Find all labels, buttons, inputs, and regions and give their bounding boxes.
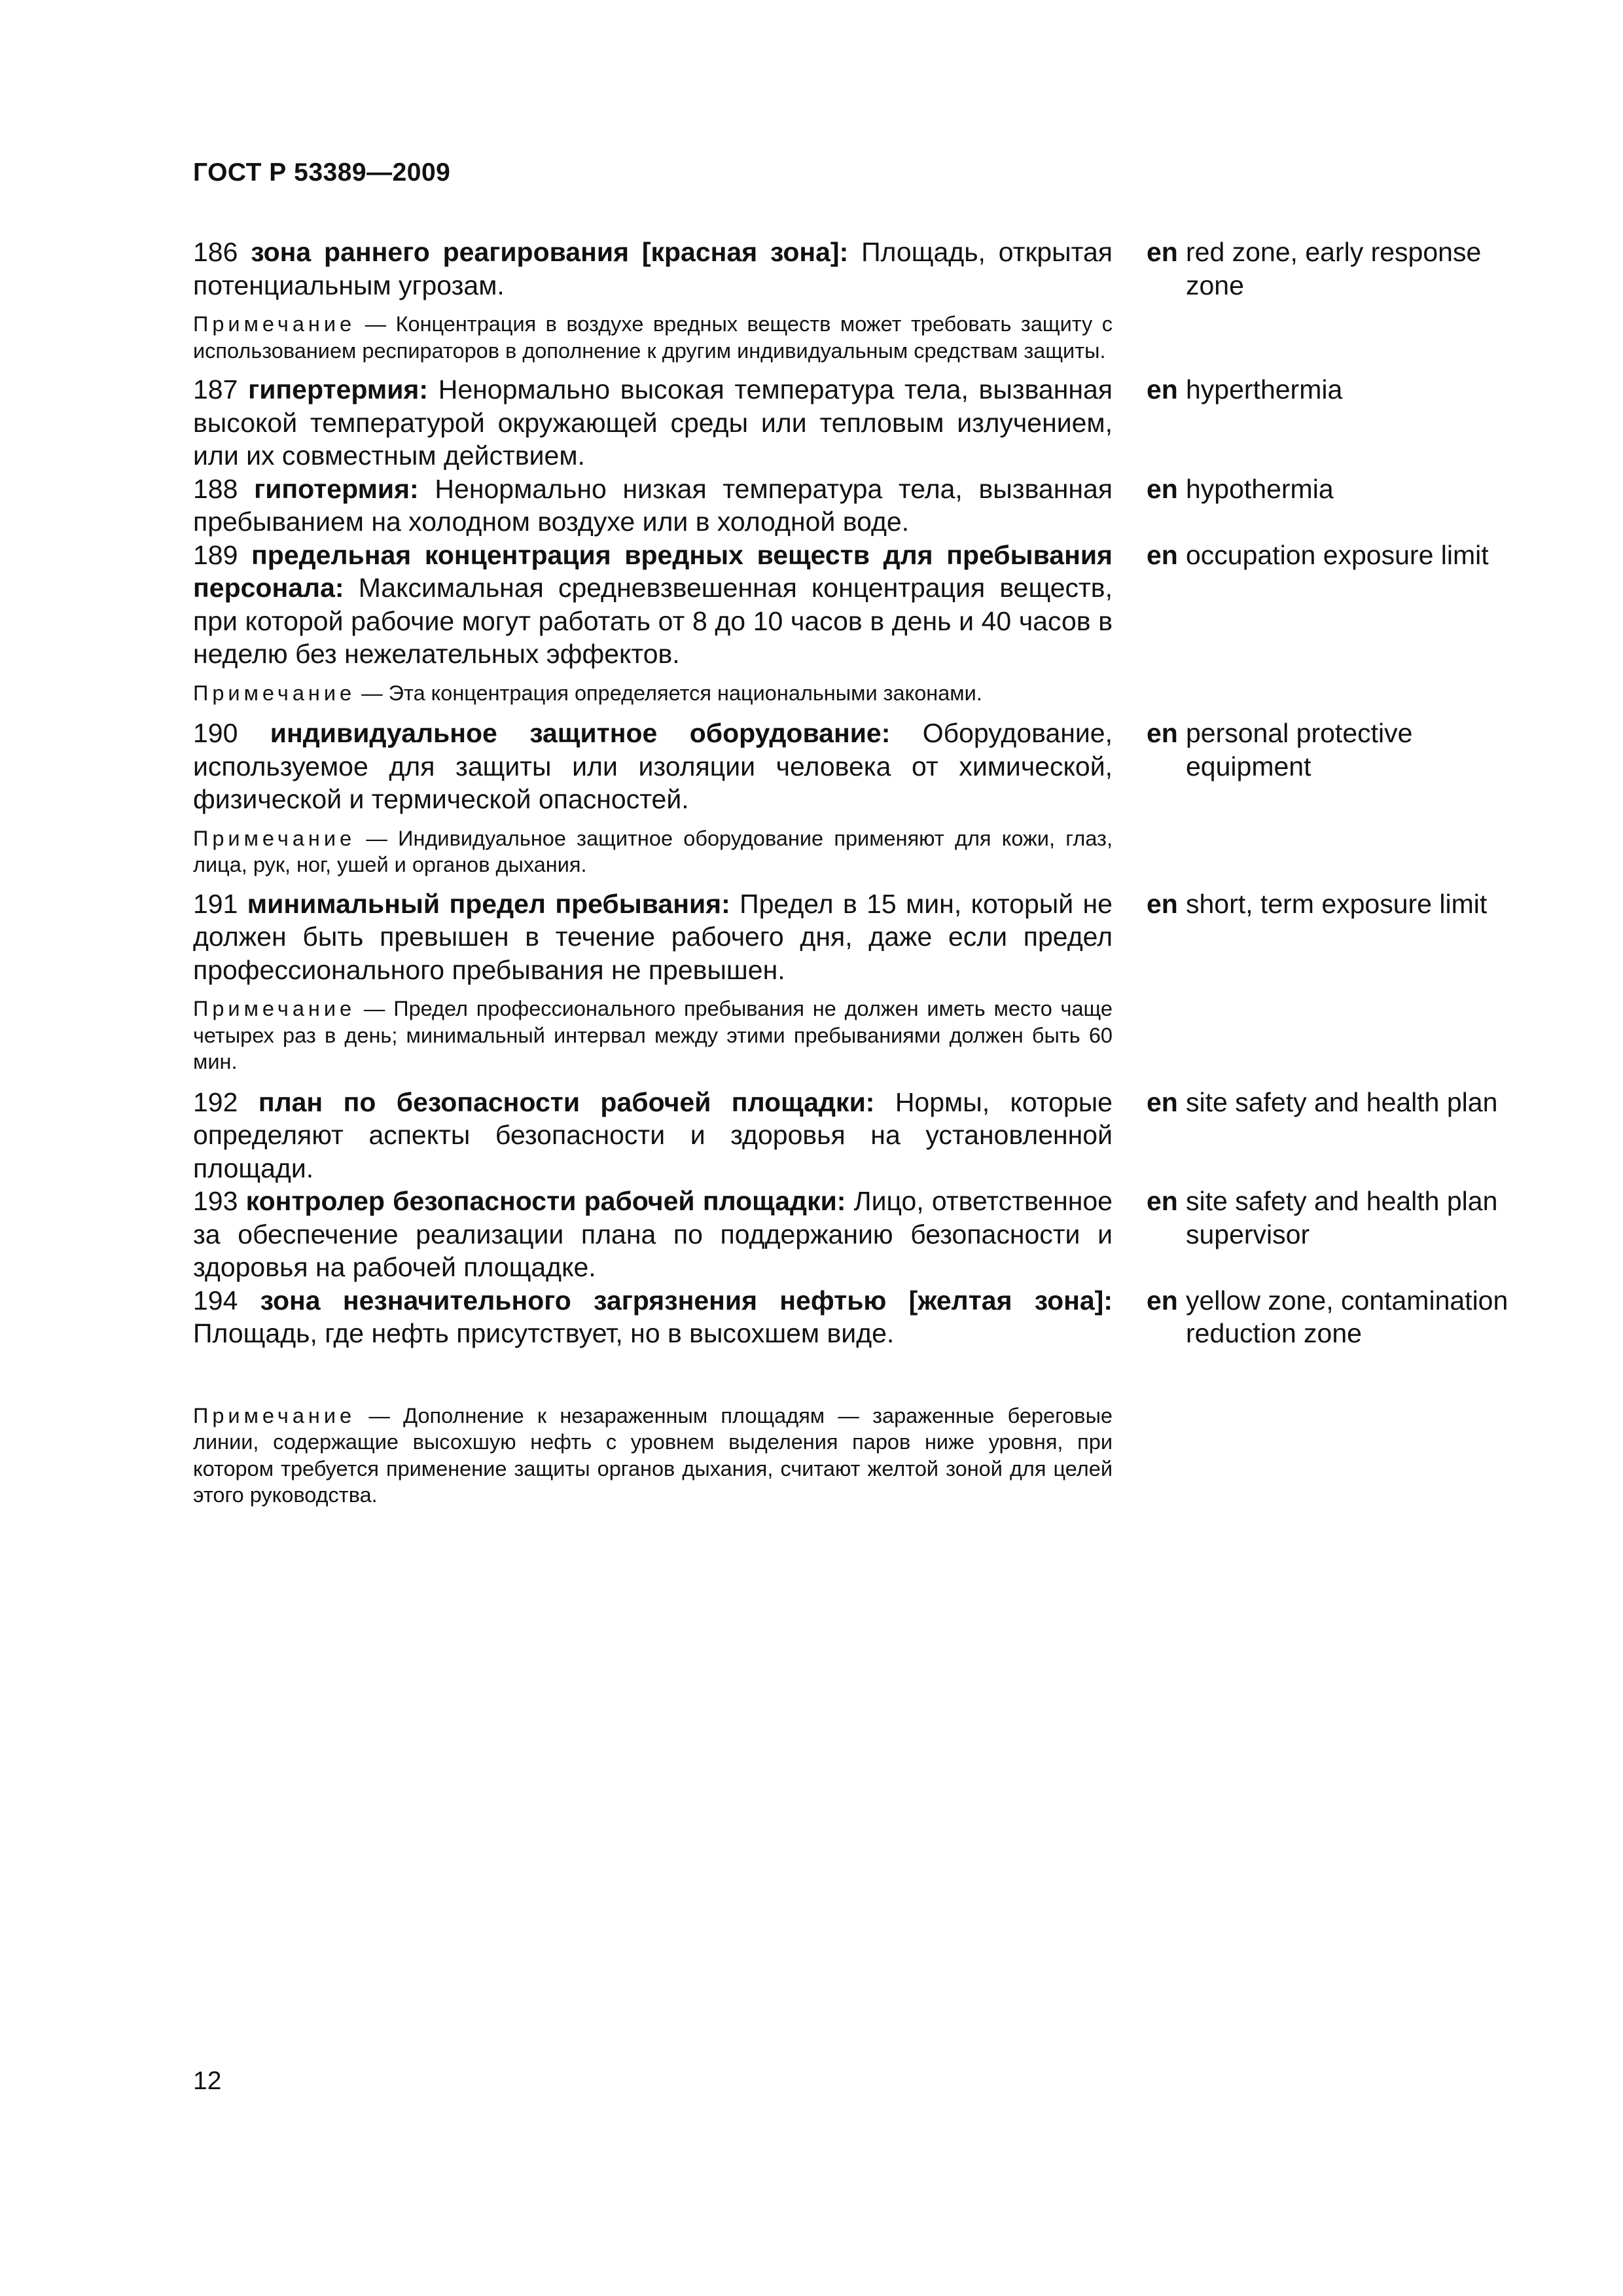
term-entry-ru (193, 236, 1113, 364)
term-entry-193 (193, 1185, 1515, 1284)
english-equivalent (1147, 539, 1513, 572)
term-entry-ru (193, 1284, 1113, 1509)
term-number: 187 (193, 374, 238, 404)
term-entry-190 (193, 717, 1515, 878)
note-label: Примечание (193, 826, 356, 850)
term-definition-text: Площадь, открытая потенциальным угрозам. (193, 237, 1113, 300)
term-name: контролер безопасности рабочей площадки: (245, 1186, 846, 1216)
term-note (193, 1403, 1113, 1509)
note-text: — Дополнение к незараженным площадям — зараженные береговые линии, содержащие высохшую нефть с уровнем выделения паров ниже уровня, при котором требуется применение защиты органов дыхания, считают желтой зоной для целей этого руководства. (193, 1403, 1113, 1507)
page-number: 12 (193, 2067, 222, 2095)
note-text: — Индивидуальное защитное оборудование применяют для кожи, глаз, лица, рук, ног, ушей и органов дыхания. (193, 826, 1113, 876)
term-number: 191 (193, 888, 238, 919)
english-term: short, term exposure limit (1186, 888, 1488, 919)
english-equivalent (1147, 888, 1513, 921)
document-header: ГОСТ Р 53389—2009 (193, 158, 451, 187)
term-definition-text: Предел в 15 мин, который не должен быть превышен в течение рабочего дня, даже если предел профессионального пребывания не превышен. (193, 888, 1113, 985)
language-code: en (1147, 473, 1178, 504)
term-name: индивидуальное защитное оборудование: (270, 718, 891, 748)
term-entry-ru (193, 888, 1113, 1075)
term-name: план по безопасности рабочей площадки: (258, 1086, 875, 1117)
term-note (193, 680, 1113, 707)
term-number: 193 (193, 1186, 238, 1216)
note-label: Примечание (193, 997, 356, 1020)
language-code: en (1147, 888, 1178, 919)
english-equivalent (1147, 236, 1513, 302)
english-term: site safety and health plan (1186, 1086, 1498, 1117)
term-number: 192 (193, 1086, 238, 1117)
english-equivalent (1147, 473, 1513, 506)
note-label: Примечание (193, 312, 356, 336)
term-definition-text: Лицо, ответственное за обеспечение реализации плана по поддержанию безопасности и здоровья на рабочей площадке. (193, 1186, 1113, 1282)
term-definition-text: Нормы, которые определяют аспекты безопасности и здоровья на установленной площади. (193, 1086, 1113, 1183)
note-text: — Предел профессионального пребывания не должен иметь место чаще четырех раз в день; минимальный интервал между этими пребываниями должен быть 60 мин. (193, 997, 1113, 1073)
term-definition (193, 539, 1113, 671)
term-entry-ru (193, 473, 1113, 539)
term-entry-192 (193, 1086, 1515, 1185)
term-definition (193, 888, 1113, 987)
english-term: occupation exposure limit (1186, 539, 1489, 570)
term-definition (193, 717, 1113, 816)
language-code: en (1147, 1285, 1178, 1316)
term-entry-186 (193, 236, 1515, 364)
term-entry-188 (193, 473, 1515, 539)
english-equivalent (1147, 373, 1513, 406)
english-equivalent (1147, 717, 1513, 783)
term-note (193, 311, 1113, 364)
term-definition-text: Ненормально высокая температура тела, вызванная высокой температурой окружающей среды или тепловым излучением, или их совместным действием. (193, 374, 1113, 471)
note-label: Примечание (193, 681, 356, 705)
term-name: минимальный предел пребывания: (247, 888, 730, 919)
english-term: personal protective equipment (1186, 718, 1413, 781)
language-code: en (1147, 1186, 1178, 1216)
term-name: гипертермия: (248, 374, 428, 404)
term-name: гипотермия: (254, 473, 419, 504)
term-definition (193, 1086, 1113, 1185)
term-entry-ru (193, 1185, 1113, 1284)
term-entry-187 (193, 373, 1515, 473)
term-number: 189 (193, 539, 238, 570)
term-name: зона незначительного загрязнения нефтью [желтая зона]: (260, 1285, 1113, 1316)
term-definition (193, 1185, 1113, 1284)
term-note (193, 996, 1113, 1075)
language-code: en (1147, 718, 1178, 748)
term-definition-text: Оборудование, используемое для защиты или изоляции человека от химической, физической и термической опасностей. (193, 718, 1113, 814)
term-number: 190 (193, 718, 238, 748)
note-text: — Концентрация в воздухе вредных веществ может требовать защиту с использованием респираторов в дополнение к другим индивидуальным средствам защиты. (193, 312, 1113, 363)
term-entry-ru (193, 717, 1113, 878)
term-definition-text: Ненормально низкая температура тела, вызванная пребыванием на холодном воздухе или в холодной воде. (193, 473, 1113, 537)
english-equivalent (1147, 1185, 1513, 1251)
term-definition-text: Максимальная средневзвешенная концентрация веществ, при которой рабочие могут работать от 8 до 10 часов в день и 40 часов в неделю без нежелательных эффектов. (193, 573, 1113, 669)
term-note (193, 825, 1113, 878)
english-term: red zone, early response zone (1186, 237, 1482, 300)
english-term: hypothermia (1186, 473, 1334, 504)
english-term: yellow zone, contamination reduction zone (1186, 1285, 1508, 1348)
term-definition (193, 473, 1113, 539)
term-number: 186 (193, 237, 238, 267)
language-code: en (1147, 374, 1178, 404)
term-definition (193, 236, 1113, 302)
term-entry-ru (193, 373, 1113, 473)
term-entry-191 (193, 888, 1515, 1075)
term-entry-189 (193, 539, 1515, 707)
note-label: Примечание (193, 1403, 356, 1427)
term-definition (193, 373, 1113, 473)
term-number: 188 (193, 473, 238, 504)
english-equivalent (1147, 1284, 1513, 1350)
term-definition-text: Площадь, где нефть присутствует, но в высохшем виде. (193, 1318, 895, 1348)
term-entry-194 (193, 1284, 1515, 1509)
language-code: en (1147, 237, 1178, 267)
term-entry-ru (193, 539, 1113, 707)
terms-list (193, 236, 1515, 1509)
english-term: hyperthermia (1186, 374, 1343, 404)
english-term: site safety and health plan supervisor (1186, 1186, 1498, 1249)
term-number: 194 (193, 1285, 238, 1316)
term-name: предельная концентрация вредных веществ для пребывания персонала: (193, 539, 1113, 603)
term-entry-ru (193, 1086, 1113, 1185)
term-definition (193, 1284, 1113, 1350)
note-text: — Эта концентрация определяется национальными законами. (361, 681, 982, 705)
language-code: en (1147, 1086, 1178, 1117)
language-code: en (1147, 539, 1178, 570)
term-name: зона раннего реагирования [красная зона]: (251, 237, 849, 267)
english-equivalent (1147, 1086, 1513, 1119)
